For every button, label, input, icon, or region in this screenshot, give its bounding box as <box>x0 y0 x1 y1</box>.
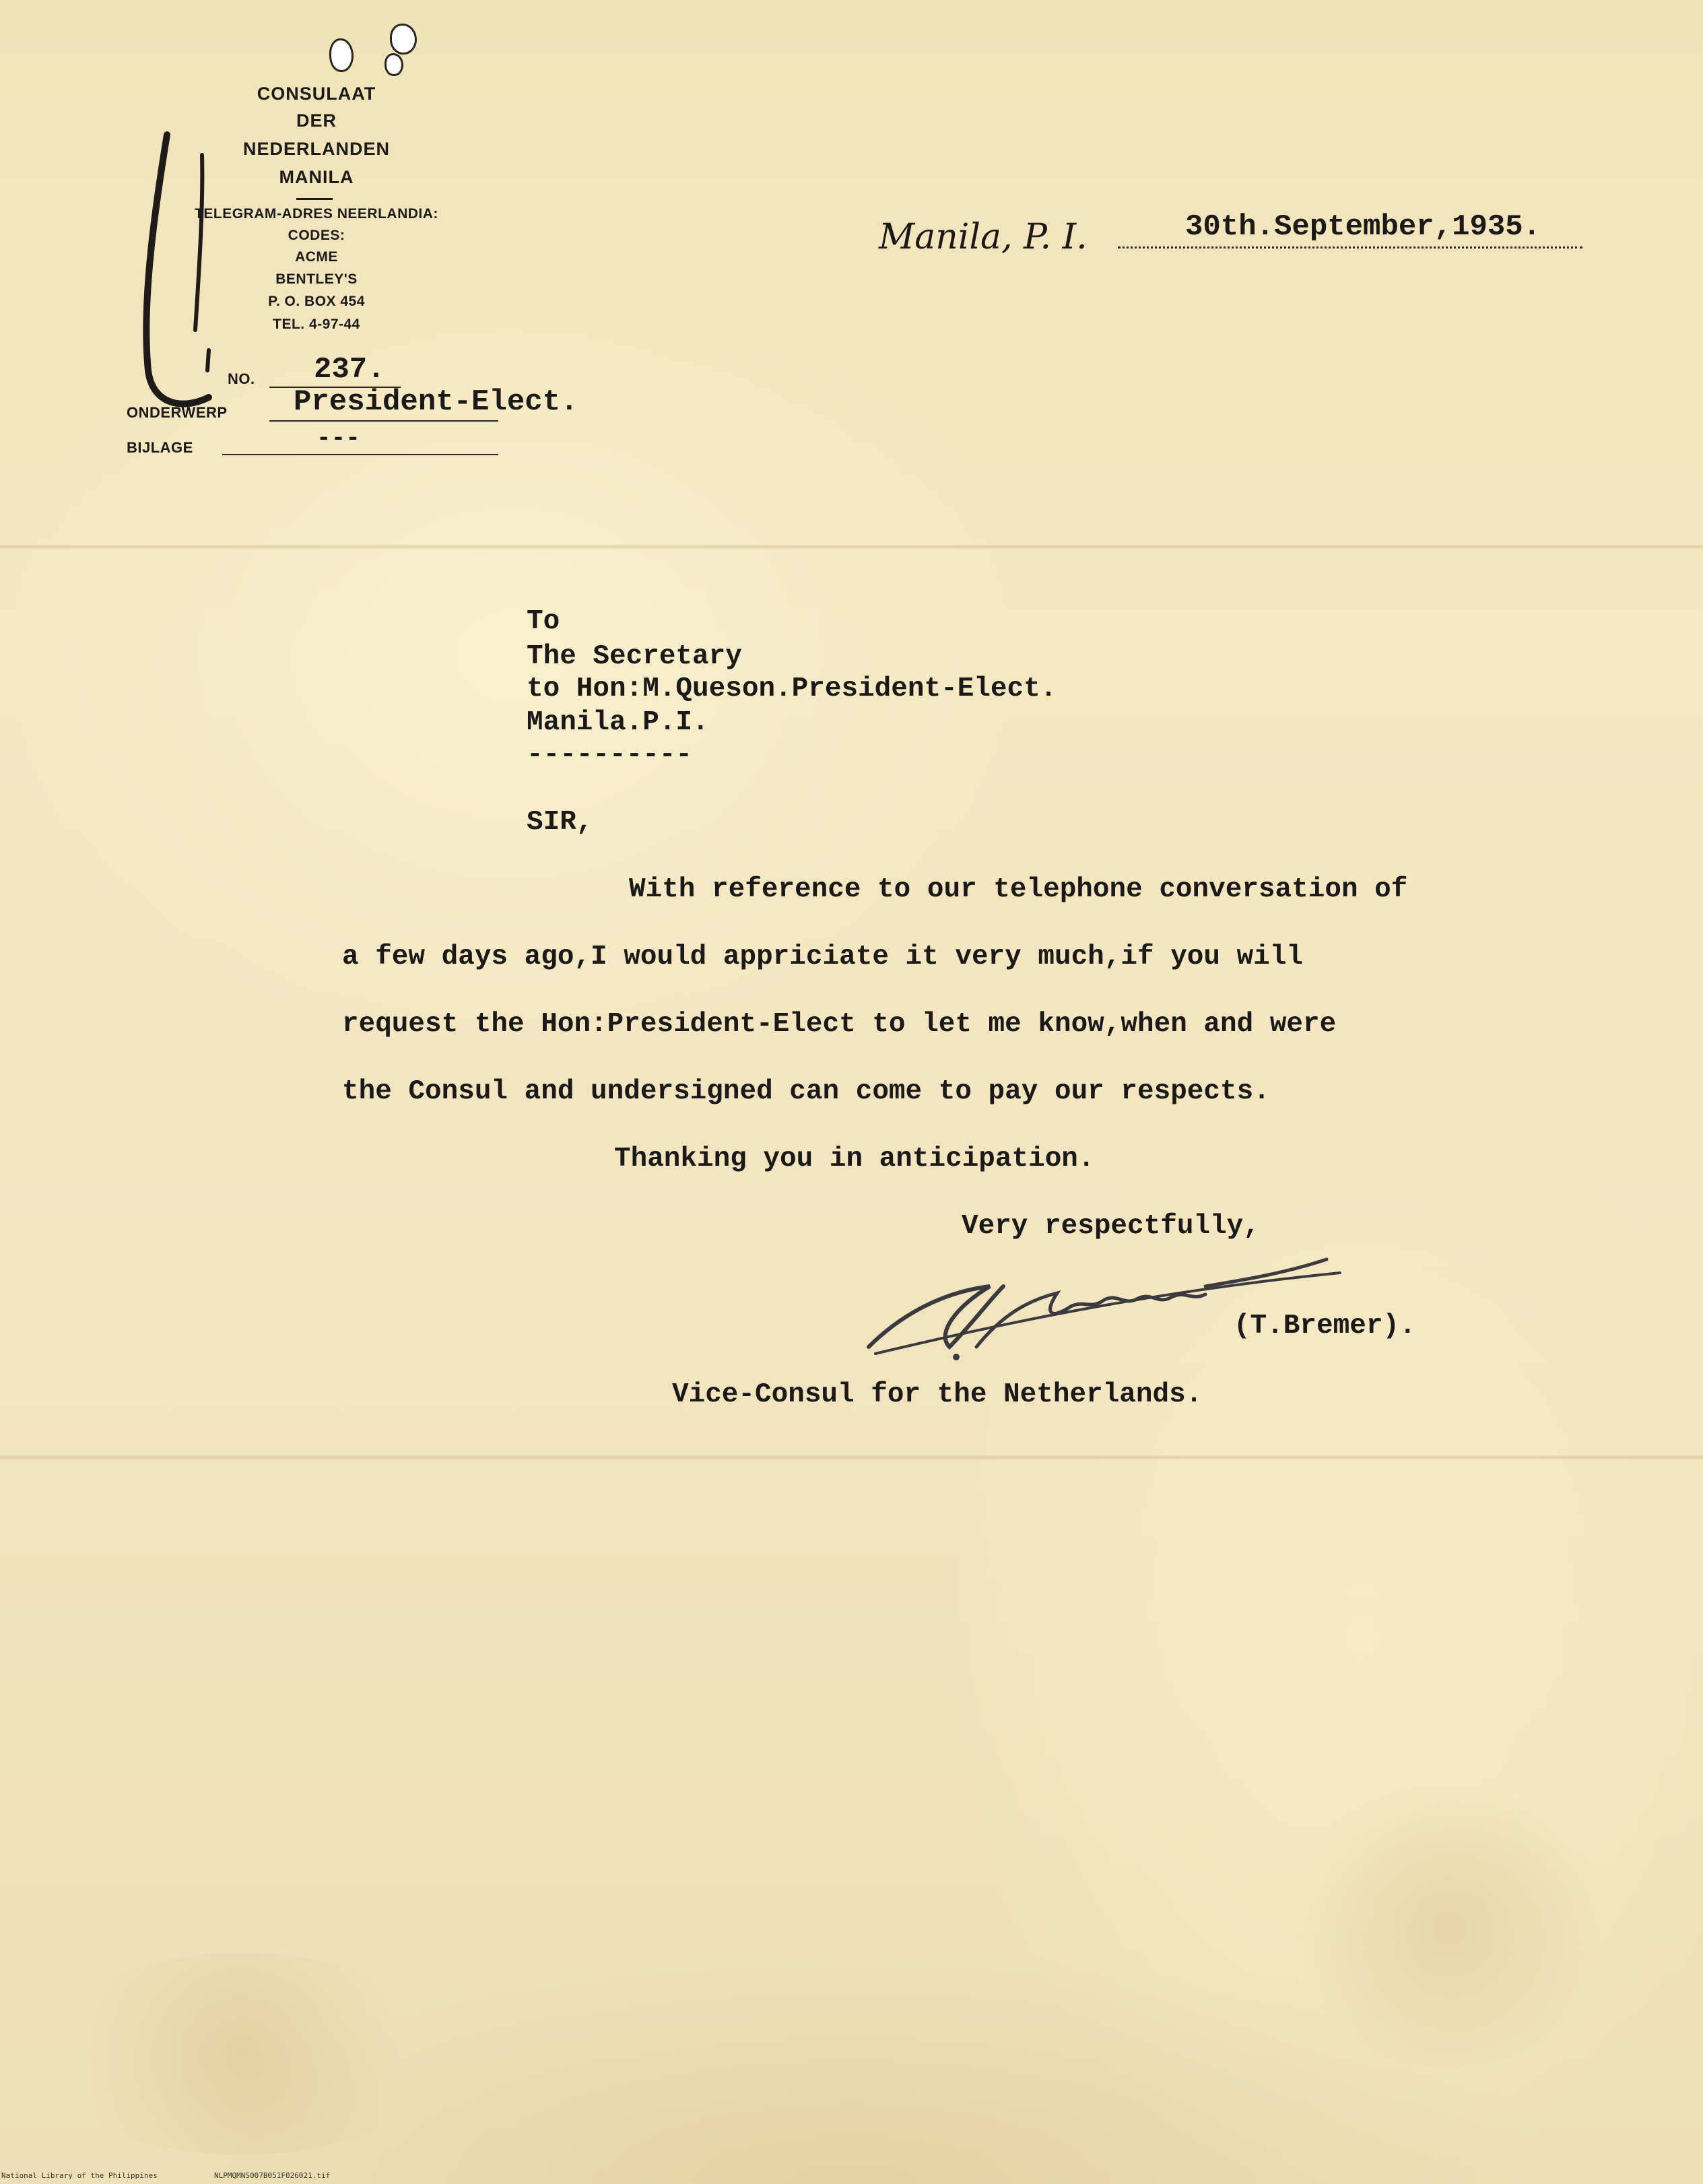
letterhead-code-acme: ACME <box>295 249 338 265</box>
letterhead-codes-label: CODES: <box>288 228 345 243</box>
body-line-4: the Consul and undersigned can come to pay our respects. <box>342 1076 1270 1107</box>
letterhead-pobox: P. O. BOX 454 <box>268 294 365 309</box>
letterhead-rule <box>296 198 333 200</box>
address-city: Manila.P.I. <box>527 707 709 738</box>
address-recipient-title: to Hon:M.Queson.President-Elect. <box>527 673 1057 704</box>
punch-hole <box>387 55 401 74</box>
footer-library: National Library of the Philippines <box>1 2171 158 2180</box>
letterhead-line-der: DER <box>296 110 337 131</box>
body-line-3: request the Hon:President-Elect to let me know,when and were <box>342 1009 1337 1040</box>
enclosure-label: BIJLAGE <box>127 439 193 456</box>
signature-mark <box>855 1246 1354 1367</box>
body-line-1: With reference to our telephone conversation of <box>629 874 1408 905</box>
enclosure-underline <box>222 454 498 455</box>
subject-label: ONDERWERP <box>127 404 228 421</box>
signatory-name: (T.Bremer). <box>1234 1311 1416 1342</box>
paper-fold <box>0 544 1703 550</box>
dateline-date: 30th.September,1935. <box>1185 210 1541 244</box>
letterhead-line-consulaat: CONSULAAT <box>257 84 376 104</box>
dateline-dotted-line <box>1118 246 1582 249</box>
no-value: 237. <box>314 353 385 387</box>
punch-hole <box>331 40 352 70</box>
letterhead-tel: TEL. 4-97-44 <box>273 317 360 332</box>
letterhead-code-bentleys: BENTLEY'S <box>275 271 358 287</box>
closing: Very respectfully, <box>962 1211 1260 1242</box>
address-underline: ---------- <box>527 739 693 770</box>
address-to: To <box>527 606 560 637</box>
paper-stain <box>40 1953 444 2155</box>
dateline-place: Manila, P. I. <box>879 217 1088 257</box>
signatory-title: Vice-Consul for the Netherlands. <box>672 1379 1203 1410</box>
punch-hole <box>392 26 415 53</box>
salutation: SIR, <box>527 807 593 838</box>
body-line-2: a few days ago,I would appriciate it very much,if you will <box>342 941 1304 972</box>
paper-fold <box>0 1455 1703 1460</box>
footer-filename: NLPMQMNS007B051F026021.tif <box>214 2171 331 2180</box>
address-recipient: The Secretary <box>527 641 742 672</box>
letterhead-telegram: TELEGRAM-ADRES NEERLANDIA: <box>195 206 438 222</box>
no-label: NO. <box>228 370 255 387</box>
letterhead-line-nederlanden: NEDERLANDEN <box>242 139 390 159</box>
paper-stain <box>1279 1785 1616 2067</box>
enclosure-value: --- <box>316 424 360 452</box>
subject-value: President-Elect. <box>294 385 578 419</box>
letterhead-line-manila: MANILA <box>279 167 354 187</box>
subject-underline <box>269 420 498 422</box>
body-line-5: Thanking you in anticipation. <box>614 1144 1095 1174</box>
